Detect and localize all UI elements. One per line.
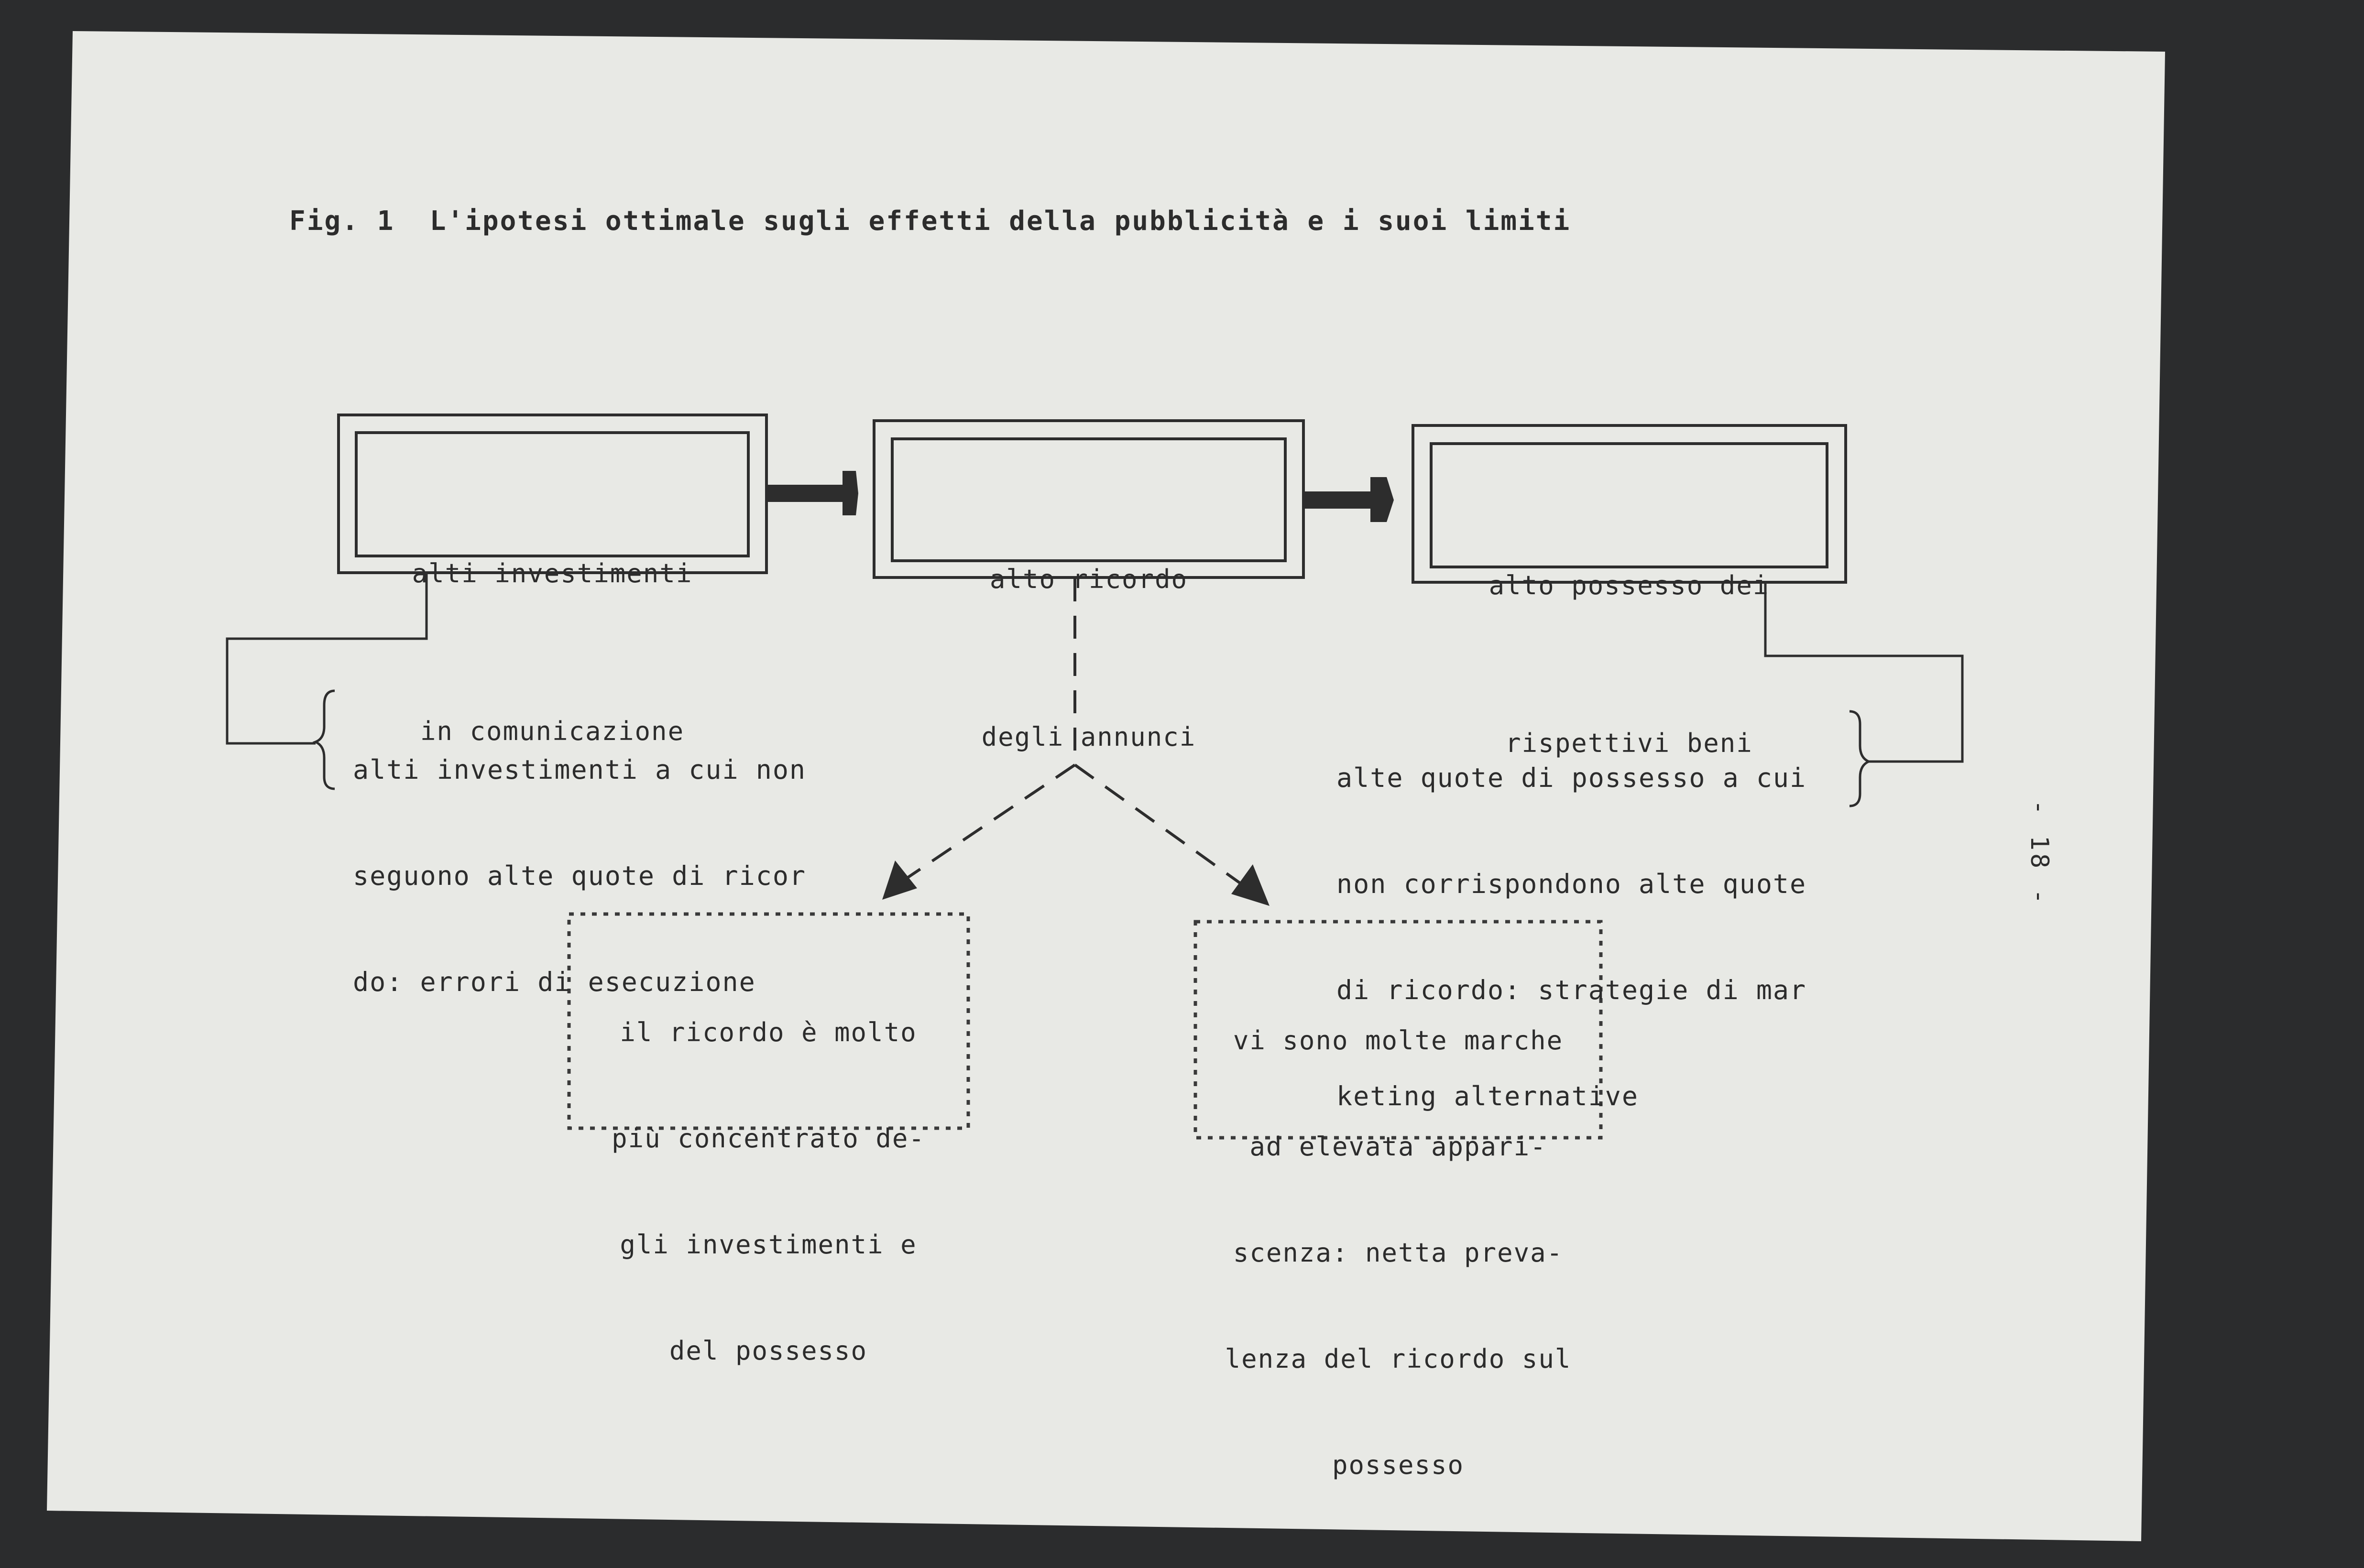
note-left-line1: alti investimenti a cui non [353,754,807,785]
outcome-right-line2: ad elevata appari- [1249,1132,1547,1162]
outcome-left-line2: più concentrato de- [612,1123,925,1154]
box-investimenti-line2: in comunicazione [420,716,685,746]
box-investimenti-line1: alti investimenti [412,558,693,588]
outcome-right-line3: scenza: netta preva- [1233,1238,1564,1268]
outcome-left-line1: il ricordo è molto [620,1017,917,1047]
outcome-right-line4: lenza del ricordo sul [1225,1344,1572,1374]
figure-title: Fig. 1 L'ipotesi ottimale sugli effetti della pubblicità e i suoi limiti [289,206,1571,237]
note-right-line2: non corrispondono alte quote [1336,869,1807,899]
outcome-right-line5: possesso [1332,1450,1465,1480]
note-left-line3: do: errori di esecuzione [353,967,756,997]
box-ricordo-line2: degli annunci [981,722,1196,752]
outcome-left-line4: del possesso [669,1336,868,1366]
note-right-line1: alte quote di possesso a cui [1336,762,1807,793]
note-right-line3: di ricordo: strategie di mar [1336,975,1807,1005]
box-possesso-line1: alto possesso dei [1488,570,1770,600]
outcome-left [580,944,957,1439]
page-number: - 18 - [2025,800,2054,907]
outcome-right-line1: vi sono molte marche [1233,1025,1564,1056]
box-ricordo-line1: alto ricordo [989,564,1188,594]
note-left-line2: seguono alte quote di ricor [353,860,807,891]
box-possesso-line2: rispettivi beni [1505,728,1753,758]
note-right-line4: keting alternative [1336,1081,1639,1111]
outcome-right [1201,952,1595,1554]
box-ricordo [892,448,1285,869]
outcome-left-line3: gli investimenti e [620,1230,917,1260]
